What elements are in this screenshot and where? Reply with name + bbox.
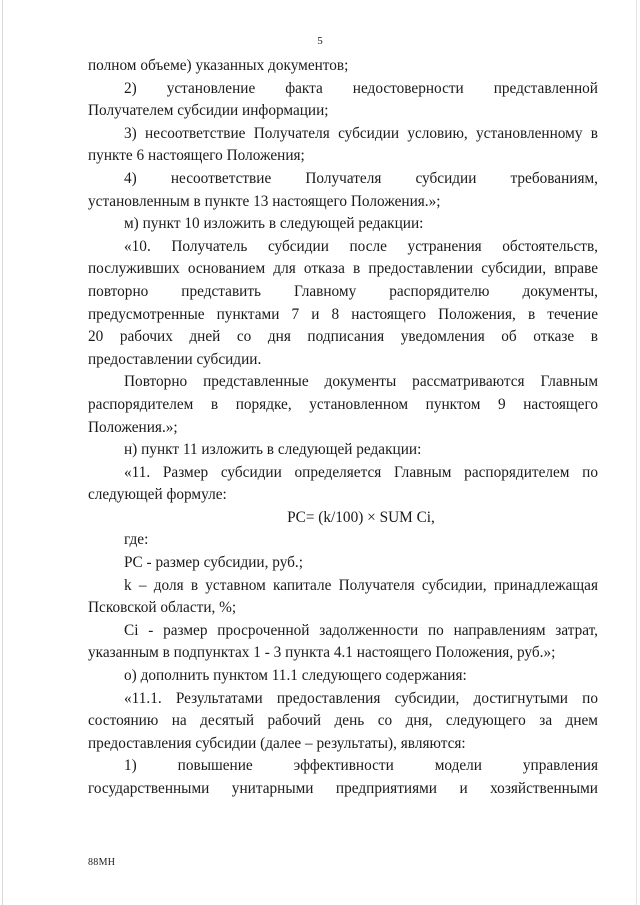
scan-edge-left [2, 0, 3, 905]
text-line: состоянию на десятый рабочий день со дня, следующего за днем [88, 712, 598, 730]
text-line: «11.1. Результатами предоставления субсидии, достигнутыми по [124, 689, 598, 707]
text-line: Ci - размер просроченной задолженности по направлениям затрат, [124, 621, 598, 639]
footer-document-code: 88МН [88, 857, 116, 868]
text-line: установленным в пункте 13 настоящего Положения.»; [88, 192, 441, 210]
document-body [88, 55, 598, 801]
text-line: PC - размер субсидии, руб.; [124, 554, 304, 572]
text-line: «10. Получатель субсидии после устранения обстоятельств, [124, 237, 598, 255]
text-line: Псковской области, %; [88, 599, 237, 617]
text-line: о) дополнить пунктом 11.1 следующего содержания: [124, 667, 467, 685]
text-line: где: [124, 531, 149, 549]
text-line: предоставлении субсидии. [88, 350, 262, 368]
text-line: 3) несоответствие Получателя субсидии условию, установленному в [124, 124, 598, 142]
formula-line: PC= (k/100) × SUM Ci, [287, 508, 435, 526]
text-line: полном объеме) указанных документов; [88, 57, 349, 74]
text-line: 1) повышение эффективности модели управления [124, 757, 598, 775]
text-line: Получателем субсидии информации; [88, 102, 329, 120]
text-line: предоставления субсидии (далее – результаты), являются: [88, 734, 466, 752]
text-line: «11. Размер субсидии определяется Главным распорядителем по [124, 463, 598, 481]
text-line: указанным в подпунктах 1 - 3 пункта 4.1 настоящего Положения, руб.»; [88, 644, 556, 662]
text-line: k – доля в уставном капитале Получателя субсидии, принадлежащая [124, 576, 598, 594]
scan-edge-right [636, 0, 637, 905]
text-line: 2) установление факта недостоверности представленной [124, 79, 598, 97]
text-line: послуживших основанием для отказа в предоставлении субсидии, вправе [88, 260, 598, 278]
text-line: 4) несоответствие Получателя субсидии требованиям, [124, 169, 598, 187]
text-line: м) пункт 10 изложить в следующей редакции: [124, 215, 424, 233]
text-line: государственными унитарными предприятиями и хозяйственными [88, 780, 598, 797]
text-line: повторно представить Главному распорядителю документы, [88, 282, 598, 300]
text-line: следующей формуле: [88, 486, 227, 504]
text-line: предусмотренные пунктами 7 и 8 настоящего Положения, в течение [88, 305, 598, 323]
text-line: 20 рабочих дней со дня подписания уведомления об отказе в [88, 328, 598, 346]
text-line: Повторно представленные документы рассматриваются Главным [124, 373, 598, 391]
page-number: 5 [317, 35, 323, 47]
text-line: пункте 6 настоящего Положения; [88, 147, 305, 165]
text-line: распорядителем в порядке, установленном пунктом 9 настоящего [88, 395, 598, 413]
text-line: Положения.»; [88, 418, 178, 436]
text-line: н) пункт 11 изложить в следующей редакции: [124, 441, 422, 459]
